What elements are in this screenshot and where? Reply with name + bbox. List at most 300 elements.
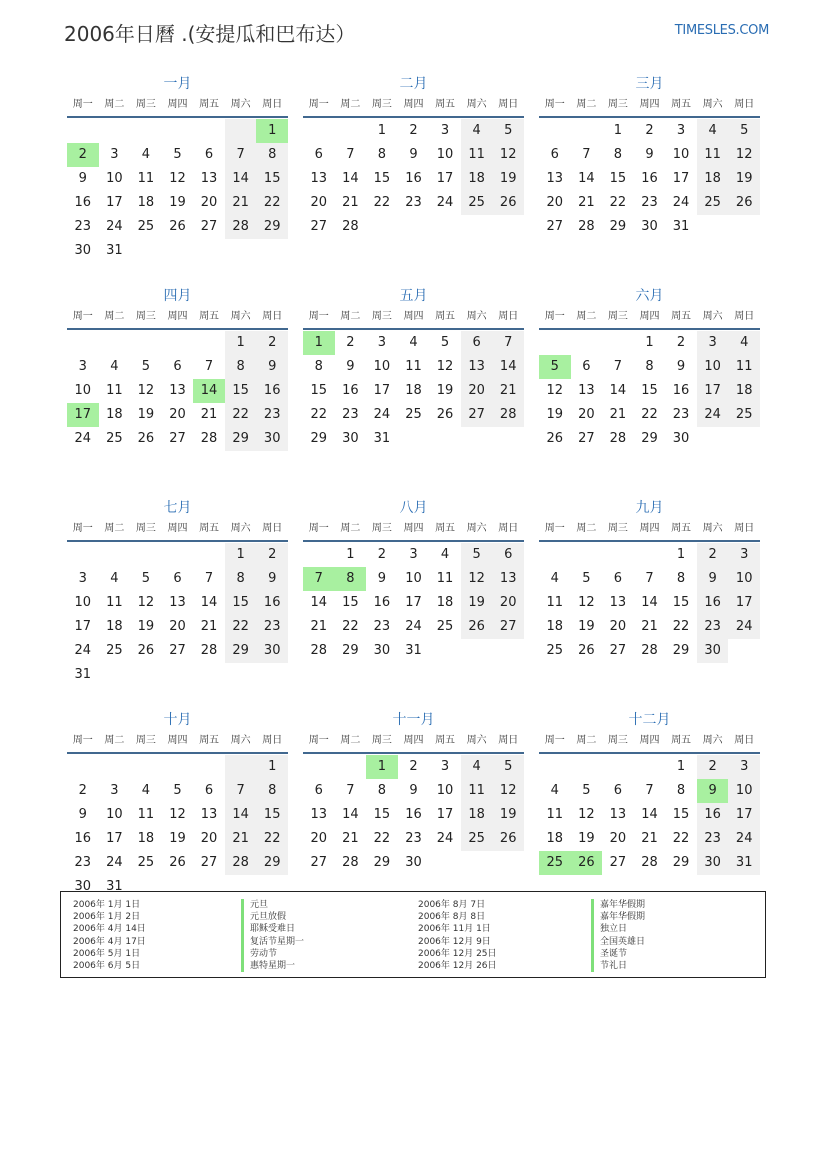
day-cell[interactable]: 1 [645,335,654,350]
day-cell[interactable]: 12 [137,595,155,610]
day-cell[interactable]: 9 [409,147,418,162]
day-cell[interactable]: 18 [546,831,564,846]
day-cell[interactable]: 15 [609,171,627,186]
day-cell[interactable]: 9 [645,147,654,162]
day-cell[interactable]: 11 [137,807,155,822]
day-cell[interactable]: 23 [641,195,658,210]
day-cell[interactable]: 22 [256,827,288,851]
day-cell[interactable]: 22 [225,615,257,639]
day-cell[interactable]: 10 [74,383,92,398]
day-cell[interactable]: 5 [582,571,591,586]
day-cell[interactable]: 29 [672,643,690,658]
day-cell[interactable]: 29 [256,215,288,239]
day-cell[interactable]: 2 [676,335,686,350]
day-cell[interactable]: 20 [200,831,218,846]
day-cell[interactable]: 8 [256,779,288,803]
day-cell[interactable]: 30 [256,427,288,451]
day-cell[interactable]: 16 [697,591,729,615]
day-cell[interactable]: 9 [346,359,355,374]
day-cell[interactable]: 18 [728,379,760,403]
day-cell[interactable]: 6 [550,147,559,162]
day-cell[interactable]: 2 [645,123,654,138]
day-cell[interactable]: 21 [342,831,359,846]
day-cell[interactable]: 10 [106,807,123,822]
day-cell[interactable]: 25 [106,643,123,658]
day-cell[interactable]: 25 [106,431,123,446]
day-cell[interactable]: 30 [672,431,690,446]
day-cell[interactable]: 24 [74,431,92,446]
day-cell[interactable]: 26 [492,827,524,851]
day-cell[interactable]: 21 [578,195,595,210]
day-cell[interactable]: 28 [225,215,257,239]
day-cell[interactable]: 28 [200,431,218,446]
day-cell[interactable]: 22 [672,831,690,846]
day-cell[interactable]: 1 [256,755,288,779]
day-cell[interactable]: 19 [137,407,155,422]
day-cell[interactable]: 13 [169,383,186,398]
day-cell[interactable]: 6 [613,571,623,586]
day-cell[interactable]: 1 [225,543,257,567]
day-cell[interactable]: 23 [697,827,729,851]
day-cell[interactable]: 13 [200,171,218,186]
day-cell[interactable]: 13 [310,171,328,186]
day-cell[interactable]: 28 [225,851,257,875]
day-cell[interactable]: 27 [310,855,328,870]
day-cell[interactable]: 13 [461,355,493,379]
day-cell[interactable]: 14 [342,171,359,186]
day-cell[interactable]: 27 [200,855,218,870]
day-cell[interactable]: 23 [256,615,288,639]
day-cell[interactable]: 8 [676,571,686,586]
day-cell[interactable]: 11 [106,383,123,398]
day-cell[interactable]: 21 [609,407,627,422]
day-cell[interactable]: 1 [346,547,355,562]
day-cell[interactable]: 24 [106,219,123,234]
day-cell[interactable]: 11 [697,143,729,167]
day-cell[interactable]: 12 [578,807,595,822]
day-cell[interactable]: 7 [346,147,355,162]
day-cell[interactable]: 31 [74,667,92,682]
day-cell[interactable]: 2 [697,755,729,779]
day-cell[interactable]: 18 [106,619,123,634]
day-cell[interactable]: 3 [697,331,729,355]
day-cell[interactable]: 14 [225,167,257,191]
day-cell[interactable]: 5 [492,119,524,143]
day-cell[interactable]: 4 [409,335,418,350]
day-cell[interactable]: 29 [310,431,328,446]
day-cell[interactable]: 17 [373,383,391,398]
day-cell[interactable]: 23 [672,407,690,422]
day-cell[interactable]: 31 [672,219,690,234]
day-cell[interactable]: 24 [106,855,123,870]
day-cell[interactable]: 5 [728,119,760,143]
day-cell[interactable]: 31 [106,243,123,258]
day-cell[interactable]: 30 [697,639,729,663]
day-cell[interactable]: 1 [303,331,335,355]
day-cell[interactable]: 2 [346,335,355,350]
day-cell[interactable]: 16 [405,171,422,186]
day-cell[interactable]: 4 [550,571,559,586]
day-cell[interactable]: 20 [578,407,595,422]
day-cell[interactable]: 16 [342,383,359,398]
day-cell[interactable]: 20 [310,195,328,210]
day-cell[interactable]: 2 [377,547,387,562]
day-cell[interactable]: 3 [78,571,87,586]
day-cell[interactable]: 1 [256,119,288,143]
day-cell[interactable]: 9 [78,171,87,186]
day-cell[interactable]: 19 [578,619,595,634]
day-cell[interactable]: 18 [546,619,564,634]
day-cell[interactable]: 17 [67,403,99,427]
day-cell[interactable]: 24 [728,827,760,851]
day-cell[interactable]: 12 [492,779,524,803]
day-cell[interactable]: 15 [310,383,328,398]
day-cell[interactable]: 29 [256,851,288,875]
day-cell[interactable]: 3 [728,543,760,567]
day-cell[interactable]: 21 [641,619,658,634]
day-cell[interactable]: 13 [578,383,595,398]
day-cell[interactable]: 23 [697,615,729,639]
day-cell[interactable]: 5 [141,359,151,374]
day-cell[interactable]: 12 [728,143,760,167]
day-cell[interactable]: 22 [256,191,288,215]
day-cell[interactable]: 1 [676,547,686,562]
day-cell[interactable]: 28 [342,219,359,234]
day-cell[interactable]: 9 [697,567,729,591]
day-cell[interactable]: 24 [436,831,454,846]
day-cell[interactable]: 25 [137,855,155,870]
day-cell[interactable]: 29 [342,643,359,658]
day-cell[interactable]: 3 [728,755,760,779]
day-cell[interactable]: 4 [697,119,729,143]
day-cell[interactable]: 23 [256,403,288,427]
day-cell[interactable]: 1 [377,123,387,138]
day-cell[interactable]: 28 [609,431,627,446]
day-cell[interactable]: 23 [405,195,422,210]
day-cell[interactable]: 28 [200,643,218,658]
day-cell[interactable]: 6 [204,147,214,162]
day-cell[interactable]: 23 [373,619,391,634]
day-cell[interactable]: 25 [539,851,571,875]
day-cell[interactable]: 25 [405,407,422,422]
day-cell[interactable]: 16 [697,803,729,827]
day-cell[interactable]: 7 [346,783,355,798]
day-cell[interactable]: 19 [436,383,454,398]
day-cell[interactable]: 5 [582,783,591,798]
day-cell[interactable]: 11 [461,143,493,167]
day-cell[interactable]: 15 [373,807,391,822]
day-cell[interactable]: 21 [225,827,257,851]
day-cell[interactable]: 9 [256,355,288,379]
day-cell[interactable]: 20 [461,379,493,403]
day-cell[interactable]: 30 [74,243,92,258]
day-cell[interactable]: 2 [67,143,99,167]
day-cell[interactable]: 8 [676,783,686,798]
day-cell[interactable]: 19 [578,831,595,846]
day-cell[interactable]: 1 [225,331,257,355]
day-cell[interactable]: 15 [225,591,257,615]
day-cell[interactable]: 7 [225,143,257,167]
day-cell[interactable]: 17 [672,171,690,186]
day-cell[interactable]: 3 [676,123,686,138]
day-cell[interactable]: 25 [697,191,729,215]
day-cell[interactable]: 6 [314,783,323,798]
day-cell[interactable]: 21 [200,407,218,422]
day-cell[interactable]: 10 [728,779,760,803]
day-cell[interactable]: 21 [342,195,359,210]
day-cell[interactable]: 19 [728,167,760,191]
day-cell[interactable]: 14 [342,807,359,822]
day-cell[interactable]: 28 [578,219,595,234]
day-cell[interactable]: 8 [256,143,288,167]
day-cell[interactable]: 17 [436,807,454,822]
day-cell[interactable]: 9 [676,359,686,374]
day-cell[interactable]: 16 [74,831,92,846]
day-cell[interactable]: 3 [110,783,119,798]
day-cell[interactable]: 6 [204,783,214,798]
day-cell[interactable]: 11 [436,571,454,586]
day-cell[interactable]: 2 [256,331,288,355]
day-cell[interactable]: 31 [728,851,760,875]
day-cell[interactable]: 18 [106,407,123,422]
day-cell[interactable]: 2 [78,783,87,798]
day-cell[interactable]: 27 [609,855,627,870]
day-cell[interactable]: 3 [377,335,387,350]
day-cell[interactable]: 25 [137,219,155,234]
day-cell[interactable]: 7 [225,779,257,803]
day-cell[interactable]: 30 [405,855,422,870]
day-cell[interactable]: 28 [310,643,328,658]
day-cell[interactable]: 5 [141,571,151,586]
day-cell[interactable]: 18 [436,595,454,610]
day-cell[interactable]: 30 [342,431,359,446]
day-cell[interactable]: 15 [373,171,391,186]
day-cell[interactable]: 15 [641,383,658,398]
day-cell[interactable]: 17 [728,803,760,827]
day-cell[interactable]: 10 [436,147,454,162]
day-cell[interactable]: 15 [256,803,288,827]
day-cell[interactable]: 26 [436,407,454,422]
day-cell[interactable]: 16 [672,383,690,398]
day-cell[interactable]: 20 [492,591,524,615]
day-cell[interactable]: 3 [440,759,450,774]
day-cell[interactable]: 30 [641,219,658,234]
day-cell[interactable]: 7 [645,571,654,586]
day-cell[interactable]: 28 [641,855,658,870]
day-cell[interactable]: 4 [461,119,493,143]
day-cell[interactable]: 14 [641,595,658,610]
day-cell[interactable]: 10 [728,567,760,591]
day-cell[interactable]: 7 [645,783,654,798]
day-cell[interactable]: 16 [641,171,658,186]
day-cell[interactable]: 25 [546,643,564,658]
day-cell[interactable]: 7 [613,359,623,374]
day-cell[interactable]: 22 [342,619,359,634]
day-cell[interactable]: 24 [373,407,391,422]
day-cell[interactable]: 16 [256,379,288,403]
day-cell[interactable]: 6 [314,147,323,162]
day-cell[interactable]: 19 [546,407,564,422]
day-cell[interactable]: 10 [106,171,123,186]
day-cell[interactable]: 12 [137,383,155,398]
day-cell[interactable]: 25 [728,403,760,427]
day-cell[interactable]: 14 [225,803,257,827]
day-cell[interactable]: 14 [310,595,328,610]
day-cell[interactable]: 13 [310,807,328,822]
day-cell[interactable]: 8 [225,355,257,379]
day-cell[interactable]: 3 [110,147,119,162]
day-cell[interactable]: 20 [200,195,218,210]
day-cell[interactable]: 2 [409,759,418,774]
day-cell[interactable]: 6 [582,359,591,374]
day-cell[interactable]: 20 [609,831,627,846]
day-cell[interactable]: 8 [377,147,387,162]
day-cell[interactable]: 31 [373,431,391,446]
day-cell[interactable]: 29 [225,427,257,451]
day-cell[interactable]: 16 [405,807,422,822]
day-cell[interactable]: 15 [672,807,690,822]
day-cell[interactable]: 6 [492,543,524,567]
day-cell[interactable]: 4 [110,571,119,586]
day-cell[interactable]: 29 [225,639,257,663]
day-cell[interactable]: 12 [436,359,454,374]
day-cell[interactable]: 15 [225,379,257,403]
day-cell[interactable]: 31 [405,643,422,658]
day-cell[interactable]: 7 [204,571,214,586]
day-cell[interactable]: 12 [461,567,493,591]
day-cell[interactable]: 23 [405,831,422,846]
day-cell[interactable]: 21 [310,619,328,634]
day-cell[interactable]: 3 [440,123,450,138]
day-cell[interactable]: 11 [405,359,422,374]
day-cell[interactable]: 24 [728,615,760,639]
day-cell[interactable]: 29 [672,855,690,870]
day-cell[interactable]: 26 [571,851,603,875]
day-cell[interactable]: 3 [409,547,418,562]
day-cell[interactable]: 26 [546,431,564,446]
day-cell[interactable]: 13 [492,567,524,591]
day-cell[interactable]: 9 [78,807,87,822]
day-cell[interactable]: 12 [578,595,595,610]
day-cell[interactable]: 9 [697,779,729,803]
day-cell[interactable]: 18 [137,195,155,210]
day-cell[interactable]: 17 [106,831,123,846]
day-cell[interactable]: 7 [582,147,591,162]
day-cell[interactable]: 12 [169,171,186,186]
day-cell[interactable]: 8 [335,567,367,591]
day-cell[interactable]: 25 [436,619,454,634]
day-cell[interactable]: 5 [440,335,450,350]
day-cell[interactable]: 31 [106,879,123,894]
day-cell[interactable]: 28 [342,855,359,870]
day-cell[interactable]: 22 [373,831,391,846]
day-cell[interactable]: 16 [256,591,288,615]
day-cell[interactable]: 27 [169,431,186,446]
day-cell[interactable]: 22 [225,403,257,427]
day-cell[interactable]: 24 [405,619,422,634]
day-cell[interactable]: 19 [461,591,493,615]
day-cell[interactable]: 2 [697,543,729,567]
day-cell[interactable]: 4 [550,783,559,798]
day-cell[interactable]: 8 [314,359,323,374]
day-cell[interactable]: 4 [728,331,760,355]
day-cell[interactable]: 14 [193,379,225,403]
day-cell[interactable]: 8 [225,567,257,591]
day-cell[interactable]: 2 [409,123,418,138]
day-cell[interactable]: 26 [728,191,760,215]
day-cell[interactable]: 21 [641,831,658,846]
day-cell[interactable]: 26 [461,615,493,639]
day-cell[interactable]: 12 [546,383,564,398]
day-cell[interactable]: 15 [672,595,690,610]
day-cell[interactable]: 7 [492,331,524,355]
day-cell[interactable]: 28 [641,643,658,658]
day-cell[interactable]: 9 [409,783,418,798]
day-cell[interactable]: 1 [366,755,398,779]
day-cell[interactable]: 1 [613,123,623,138]
day-cell[interactable]: 17 [697,379,729,403]
day-cell[interactable]: 8 [613,147,623,162]
day-cell[interactable]: 18 [461,803,493,827]
day-cell[interactable]: 22 [310,407,328,422]
day-cell[interactable]: 23 [74,219,92,234]
day-cell[interactable]: 10 [697,355,729,379]
day-cell[interactable]: 5 [492,755,524,779]
day-cell[interactable]: 10 [405,571,422,586]
day-cell[interactable]: 30 [256,639,288,663]
day-cell[interactable]: 14 [492,355,524,379]
day-cell[interactable]: 5 [461,543,493,567]
day-cell[interactable]: 19 [169,831,186,846]
day-cell[interactable]: 21 [225,191,257,215]
day-cell[interactable]: 6 [173,571,182,586]
day-cell[interactable]: 4 [461,755,493,779]
day-cell[interactable]: 4 [141,783,151,798]
day-cell[interactable]: 21 [200,619,218,634]
day-cell[interactable]: 13 [609,595,627,610]
day-cell[interactable]: 15 [342,595,359,610]
day-cell[interactable]: 25 [461,827,493,851]
day-cell[interactable]: 11 [461,779,493,803]
day-cell[interactable]: 26 [137,643,155,658]
day-cell[interactable]: 7 [204,359,214,374]
day-cell[interactable]: 7 [303,567,335,591]
day-cell[interactable]: 12 [169,807,186,822]
day-cell[interactable]: 10 [672,147,690,162]
day-cell[interactable]: 17 [74,619,92,634]
day-cell[interactable]: 4 [141,147,151,162]
site-logo-text[interactable]: TIMESLES.COM [674,23,769,38]
day-cell[interactable]: 23 [74,855,92,870]
day-cell[interactable]: 13 [200,807,218,822]
day-cell[interactable]: 21 [492,379,524,403]
day-cell[interactable]: 27 [492,615,524,639]
day-cell[interactable]: 20 [609,619,627,634]
day-cell[interactable]: 17 [728,591,760,615]
day-cell[interactable]: 28 [492,403,524,427]
day-cell[interactable]: 11 [546,595,564,610]
day-cell[interactable]: 14 [200,595,218,610]
day-cell[interactable]: 1 [676,759,686,774]
day-cell[interactable]: 20 [546,195,564,210]
day-cell[interactable]: 18 [137,831,155,846]
day-cell[interactable]: 4 [440,547,450,562]
day-cell[interactable]: 27 [200,219,218,234]
day-cell[interactable]: 19 [492,167,524,191]
day-cell[interactable]: 14 [609,383,627,398]
day-cell[interactable]: 11 [546,807,564,822]
day-cell[interactable]: 23 [342,407,359,422]
